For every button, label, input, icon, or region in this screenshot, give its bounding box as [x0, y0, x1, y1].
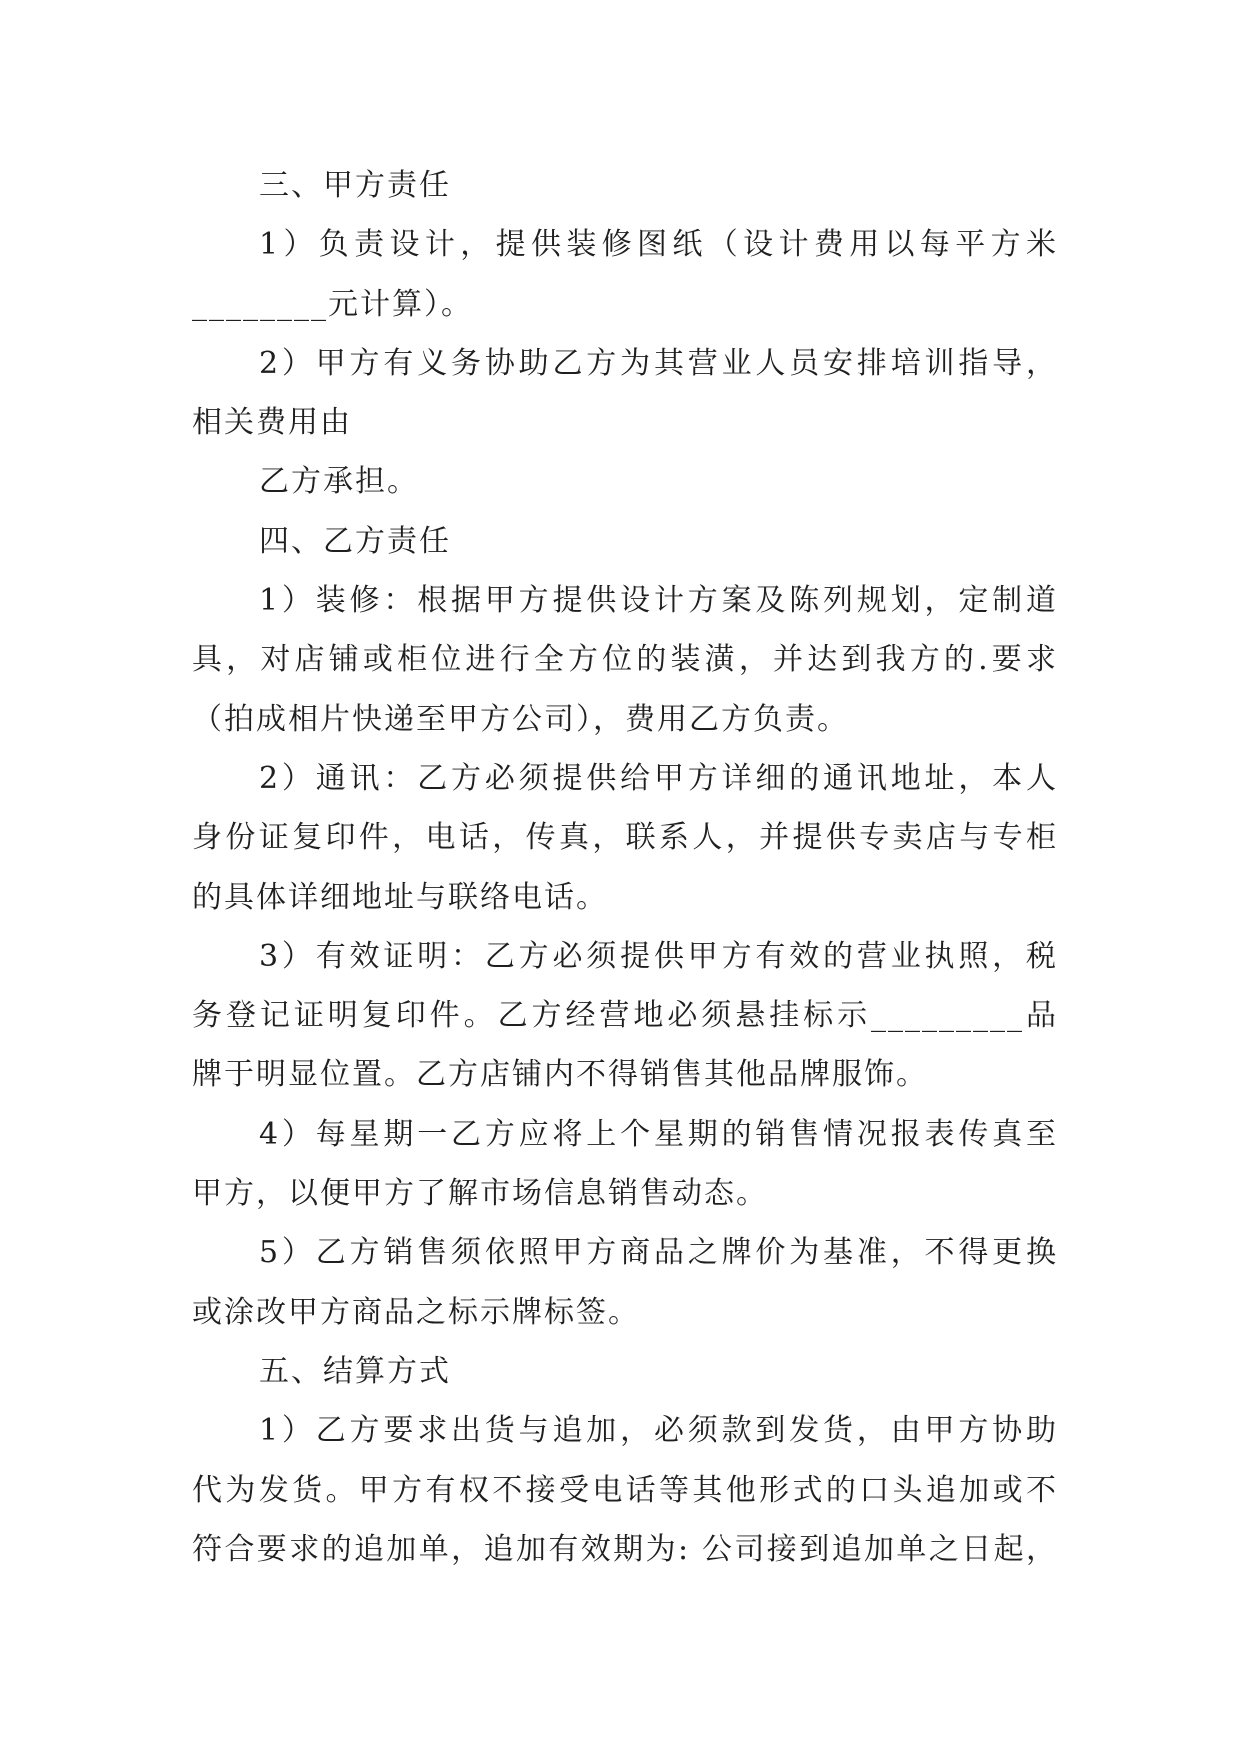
paragraph-line: 符合要求的追加单，追加有效期为: 公司接到追加单之日起， [192, 1531, 1058, 1567]
section-heading-settlement: 五、结算方式 [259, 1353, 451, 1389]
paragraph-line: ________元计算）。 [192, 286, 473, 322]
paragraph-line: 相关费用由 [192, 405, 352, 441]
paragraph-line: 务登记证明复印件。乙方经营地必须悬挂标示_________品 [192, 998, 1058, 1034]
paragraph-line: 甲方，以便甲方了解市场信息销售动态。 [192, 1176, 768, 1212]
paragraph-line: 牌于明显位置。乙方店铺内不得销售其他品牌服饰。 [192, 1057, 928, 1093]
paragraph-line: 代为发货。甲方有权不接受电话等其他形式的口头追加或不 [192, 1472, 1058, 1508]
paragraph-line: 或涂改甲方商品之标示牌标签。 [192, 1294, 640, 1330]
paragraph-line: 1）负责设计，提供装修图纸（设计费用以每平方米 [259, 227, 1058, 263]
paragraph-line: 3）有效证明：乙方必须提供甲方有效的营业执照，税 [259, 938, 1058, 974]
paragraph-line: 的具体详细地址与联络电话。 [192, 879, 608, 915]
document-page [192, 156, 1058, 1579]
paragraph-line: 乙方承担。 [259, 464, 419, 500]
section-heading-party-b: 四、乙方责任 [259, 523, 451, 559]
paragraph-line: 2）通讯：乙方必须提供给甲方详细的通讯地址，本人 [259, 760, 1058, 796]
section-heading-party-a: 三、甲方责任 [259, 168, 451, 203]
paragraph-line: 1）乙方要求出货与追加，必须款到发货，由甲方协助 [259, 1413, 1058, 1449]
paragraph-line: 5）乙方销售须依照甲方商品之牌价为基准，不得更换 [259, 1235, 1058, 1271]
paragraph-line: 4）每星期一乙方应将上个星期的销售情况报表传真至 [259, 1116, 1058, 1152]
paragraph-line: 具，对店铺或柜位进行全方位的装潢，并达到我方的.要求 [192, 642, 1058, 678]
paragraph-line: 1）装修：根据甲方提供设计方案及陈列规划，定制道 [259, 583, 1058, 619]
paragraph-line: 身份证复印件，电话，传真，联系人，并提供专卖店与专柜 [192, 820, 1058, 856]
paragraph-line: 2）甲方有义务协助乙方为其营业人员安排培训指导， [259, 345, 1058, 381]
paragraph-line: （拍成相片快递至甲方公司），费用乙方负责。 [192, 701, 849, 737]
